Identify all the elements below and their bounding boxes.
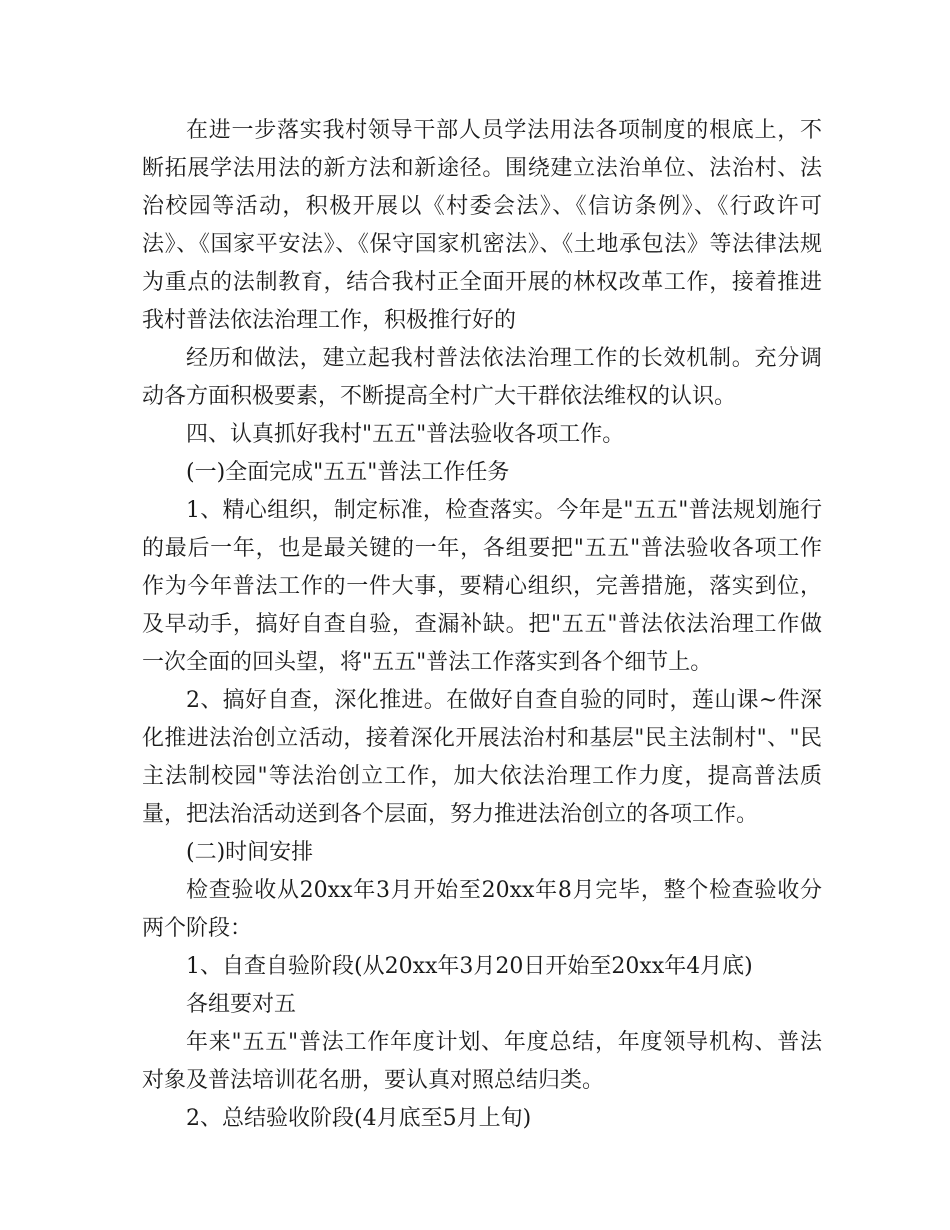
- subsection-heading-two: (二)时间安排: [186, 840, 314, 865]
- section-heading-four: 四、认真抓好我村"五五"普法验收各项工作。: [186, 422, 625, 447]
- paragraph-groups: 各组要对五: [186, 992, 297, 1017]
- paragraph-stage-1: 1、自查自验阶段(从20xx年3月20日开始至20xx年4月底): [186, 954, 753, 979]
- subsection-heading-one: (一)全面完成"五五"普法工作任务: [186, 460, 510, 485]
- paragraph-long-term-mechanism: 经历和做法，建立起我村普法依法治理工作的长效机制。充分调动各方面积极要素，不断提高全村广大干群依法维权的认识。: [142, 346, 822, 409]
- paragraph-item-2-self-check: 2、搞好自查，深化推进。在做好自查自验的同时，莲山课~件深化推进法治创立活动，接着深化开展法治村和基层"民主法制村"、"民主法制校园"等法治创立工作，加大依法治理工作力度，提高普法质量，把法治活动送到各个层面，努力推进法治创立的各项工作。: [142, 688, 822, 827]
- paragraph-item-1-organize: 1、精心组织，制定标准，检查落实。今年是"五五"普法规划施行的最后一年，也是最关键的一年，各组要把"五五"普法验收各项工作作为今年普法工作的一件大事，要精心组织，完善措施，落实到位，及早动手，搞好自查自验，查漏补缺。把"五五"普法依法治理工作做一次全面的回头望，将"五五"普法工作落实到各个细节上。: [142, 498, 822, 675]
- paragraph-five-years: 年来"五五"普法工作年度计划、年度总结，年度领导机构、普法对象及普法培训花名册，要认真对照总结归类。: [142, 1030, 822, 1093]
- document-body: [142, 112, 822, 1138]
- paragraph-schedule: 检查验收从20xx年3月开始至20xx年8月完毕，整个检查验收分两个阶段：: [142, 878, 822, 941]
- paragraph-legal-education: 在进一步落实我村领导干部人员学法用法各项制度的根底上，不断拓展学法用法的新方法和新途径。围绕建立法治单位、法治村、法治校园等活动，积极开展以《村委会法》、《信访条例》、《行政许可法》、《国家平安法》、《保守国家机密法》、《土地承包法》等法律法规为重点的法制教育，结合我村正全面开展的林权改革工作，接着推进我村普法依法治理工作，积极推行好的: [142, 118, 822, 333]
- paragraph-stage-2: 2、总结验收阶段(4月底至5月上旬): [186, 1106, 532, 1131]
